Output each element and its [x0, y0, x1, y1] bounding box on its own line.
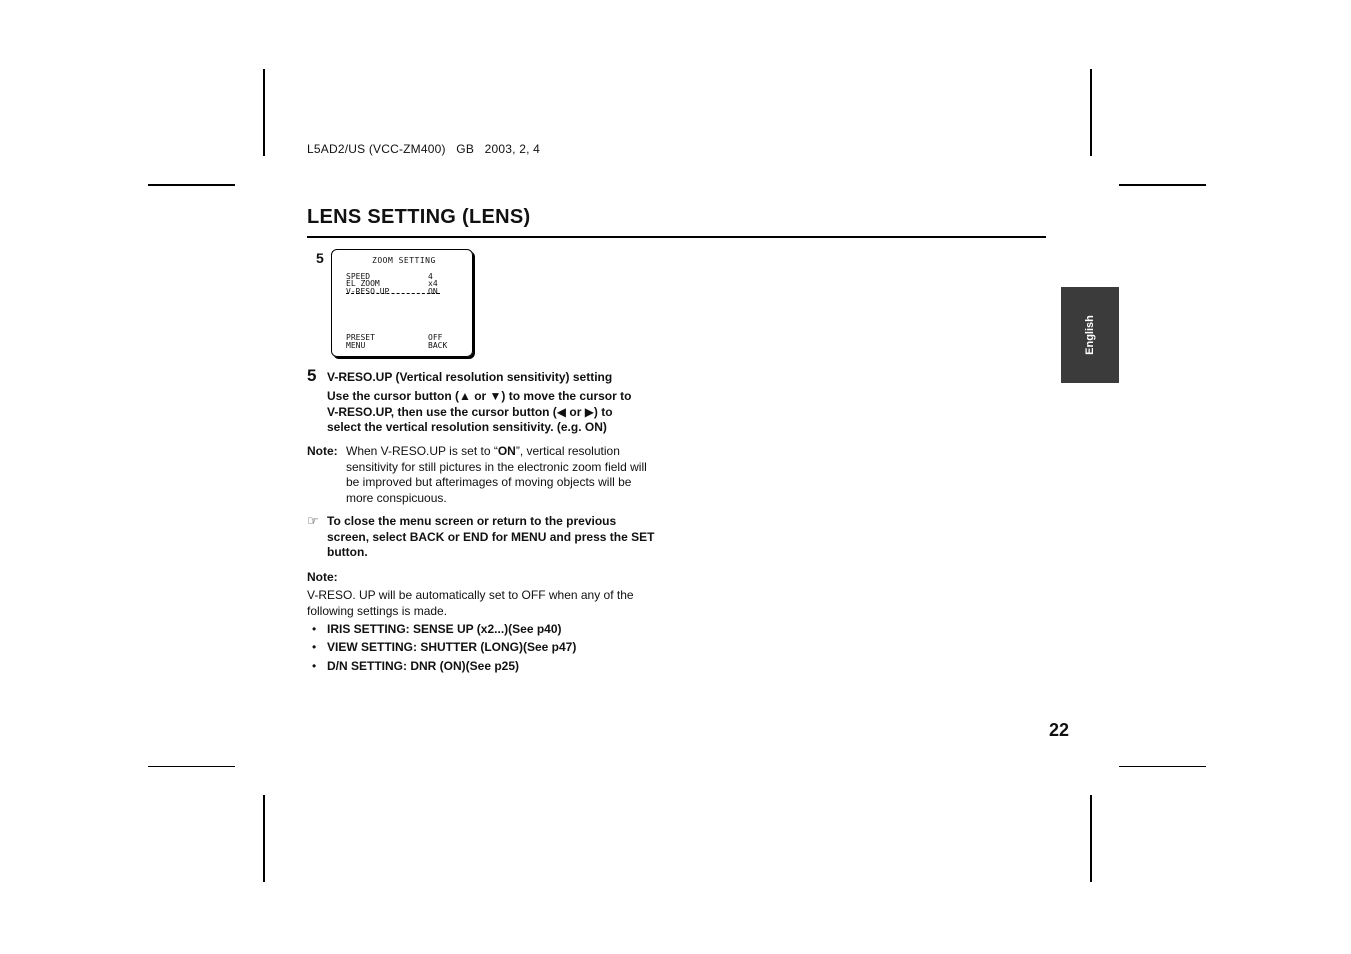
language-tab: [1061, 287, 1119, 383]
tip-line: To close the menu screen or return to the previous: [327, 514, 617, 528]
note-text-end: ”, vertical resolution: [515, 444, 620, 458]
list-item: VIEW SETTING: SHUTTER (LONG)(See p47): [327, 640, 577, 654]
crop-mark-bottom-right-horizontal: [1119, 766, 1206, 767]
language-tab-label: English: [1084, 315, 1096, 355]
bullet-icon: •: [312, 622, 317, 636]
step-line: V-RESO.UP, then use the cursor button (◀ or ▶) to: [327, 404, 613, 419]
tip-line: screen, select BACK or END for MENU and press the SET: [327, 529, 655, 544]
menu-row-label: MENU: [346, 341, 366, 350]
list-item: IRIS SETTING: SENSE UP (x2...)(See p40): [327, 622, 562, 636]
note-first-line: [346, 444, 656, 460]
step-instructions: [327, 389, 631, 436]
figure-step-number: 5: [316, 250, 324, 266]
note-line: V-RESO. UP will be automatically set to OFF when any of the: [307, 588, 634, 602]
crop-mark-top-right-horizontal: [1119, 184, 1206, 186]
screen-title: ZOOM SETTING: [372, 256, 436, 265]
step-line: select the vertical resolution sensitivity. (e.g. ON): [327, 420, 607, 434]
note-text-bold: ON: [497, 444, 516, 458]
note-line: more conspicuous.: [346, 490, 447, 505]
document-code: L5AD2/US (VCC-ZM400) GB 2003, 2, 4: [307, 142, 541, 156]
menu-row-label: SPEED: [346, 272, 371, 281]
pointing-hand-icon: ☞: [307, 513, 319, 528]
note-text: [307, 588, 634, 619]
crop-mark-bottom-left-horizontal: [148, 766, 235, 767]
menu-row-value: BACK: [428, 341, 448, 350]
cursor-dashed-line: [346, 293, 440, 294]
crop-mark-bottom-left-vertical: [263, 795, 265, 882]
bullet-icon: •: [312, 640, 317, 654]
zoom-setting-screen: [331, 249, 473, 357]
tip-line: button.: [327, 545, 368, 559]
menu-row-value: 4: [428, 272, 433, 281]
note-line: following settings is made.: [307, 603, 448, 618]
note-line: be improved but afterimages of moving objects will be: [346, 475, 632, 489]
step-line: Use the cursor button (▲ or ▼) to move the cursor to: [327, 389, 632, 403]
note-label: Note:: [307, 444, 338, 458]
note-label: Note:: [307, 570, 338, 584]
step-heading: V-RESO.UP (Vertical resolution sensitivity) setting: [327, 370, 613, 384]
note-line: sensitivity for still pictures in the electronic zoom field will: [346, 459, 647, 474]
crop-mark-top-left-vertical: [263, 69, 265, 156]
tip-text: [327, 514, 654, 561]
page-number: 22: [1049, 720, 1070, 740]
note-text-start: When V-RESO.UP is set to “: [346, 444, 498, 458]
title-underline: [307, 236, 1046, 238]
crop-mark-bottom-right-vertical: [1090, 795, 1092, 882]
menu-row-value: OFF: [428, 333, 443, 342]
menu-row-label: PRESET: [346, 333, 375, 342]
bullet-icon: •: [312, 659, 317, 673]
list-item: D/N SETTING: DNR (ON)(See p25): [327, 659, 520, 673]
step-number: 5: [307, 366, 317, 385]
note-text: [346, 444, 656, 506]
page-title: LENS SETTING (LENS): [307, 206, 531, 228]
menu-row-label: EL ZOOM: [346, 279, 380, 288]
menu-row-label: V-RESO.UP: [346, 287, 390, 296]
crop-mark-top-right-vertical: [1090, 69, 1092, 156]
menu-row-value: ON: [428, 287, 438, 296]
crop-mark-top-left-horizontal: [148, 184, 235, 186]
menu-row-value: x4: [428, 279, 438, 288]
